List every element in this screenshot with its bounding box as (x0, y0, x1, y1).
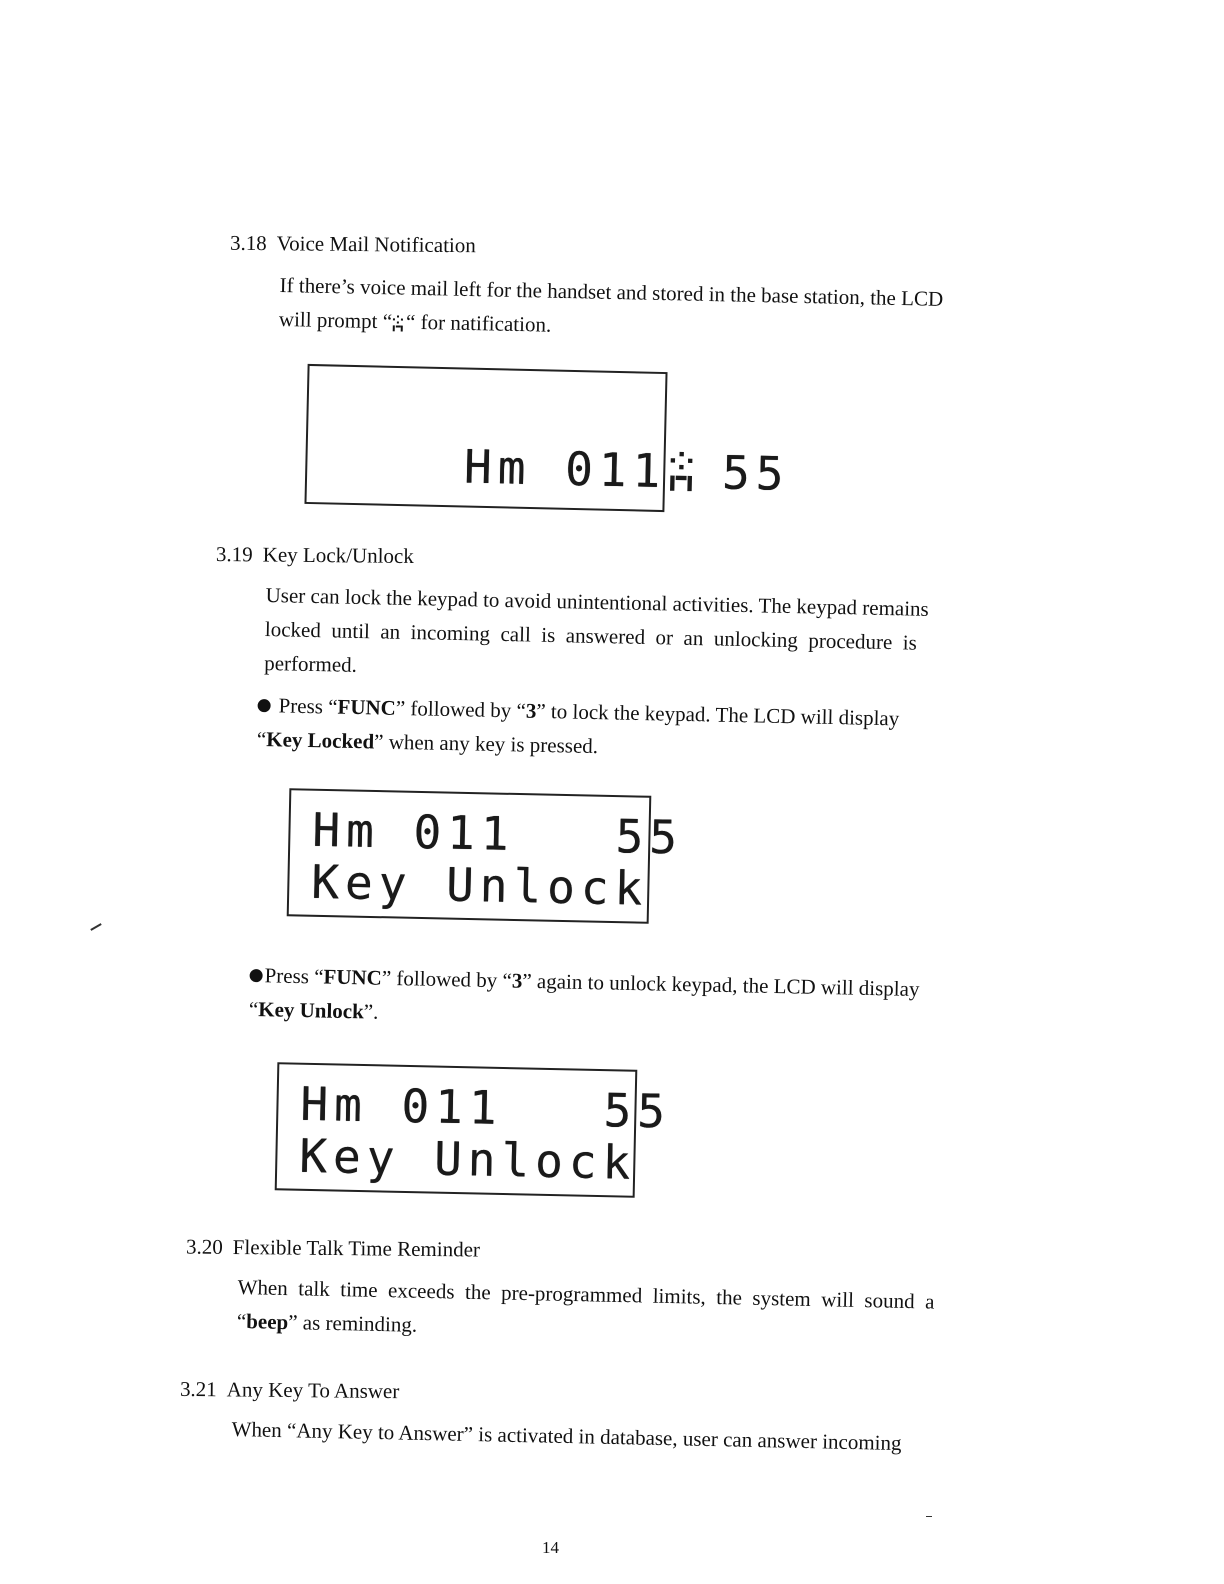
section-heading: Key Lock/Unlock (262, 542, 414, 569)
section-heading: Flexible Talk Time Reminder (232, 1234, 481, 1262)
scan-mark (90, 923, 101, 931)
lcd-display-key-unlock (275, 1062, 672, 1198)
paragraph-line: “beep” as reminding. (236, 1308, 418, 1337)
section-heading: Any Key To Answer (226, 1377, 400, 1404)
bullet-unlock-instruction (249, 958, 1020, 1042)
paragraph-line: When talk time exceeds the pre-programmed limits, the system will sound a (237, 1274, 935, 1314)
section-number: 3.19 (215, 541, 253, 567)
lcd-line-2: Key Unlock (310, 854, 649, 916)
section-heading: Voice Mail Notification (276, 231, 476, 258)
scan-mark (926, 1516, 932, 1517)
page-number: 14 (542, 1538, 559, 1557)
section-3-21-paragraph (231, 1412, 1002, 1462)
paragraph-line: performed. (263, 650, 358, 677)
section-3-18-paragraph (279, 268, 1060, 352)
paragraph-line: User can lock the keypad to avoid unintentional activities. The keypad remains (265, 582, 929, 621)
paragraph-line: will prompt “ “ for natification. (278, 306, 552, 337)
section-3-20-paragraph (237, 1270, 1008, 1354)
paragraph-line: “Key Unlock”. (248, 996, 379, 1024)
lcd-display-voicemail (304, 364, 791, 512)
paragraph-line: Press “FUNC” followed by “3” again to unlock keypad, the LCD will display (249, 958, 1020, 1008)
section-number: 3.21 (179, 1376, 217, 1402)
bullet-icon (258, 699, 271, 712)
section-3-19-paragraph (264, 578, 1026, 696)
paragraph-line: When “Any Key to Answer” is activated in database, user can answer incoming (231, 1416, 902, 1456)
bullet-icon (250, 969, 263, 982)
voicemail-icon (392, 316, 406, 332)
paragraph-line: Press “FUNC” followed by “3” to lock the keypad. The LCD will display (257, 688, 1028, 738)
paragraph-line: If there’s voice mail left for the handset and stored in the base station, the LCD (279, 272, 944, 311)
section-title-3-20 (186, 1234, 480, 1262)
lcd-line-2: Key Unlock (298, 1128, 637, 1190)
lcd-line-1: Hm 011 55 (299, 1076, 672, 1139)
section-title-3-19 (216, 542, 414, 569)
section-number: 3.18 (229, 230, 267, 256)
voicemail-icon (668, 451, 695, 492)
bullet-lock-instruction (257, 688, 1028, 772)
section-title-3-18 (230, 231, 476, 259)
lcd-line-1: Hm 011 55 (463, 439, 791, 501)
lcd-line-1: Hm 011 55 (311, 802, 684, 865)
section-number: 3.20 (185, 1234, 223, 1259)
lcd-display-key-lock (287, 788, 684, 924)
section-title-3-21 (180, 1377, 400, 1404)
paragraph-line: locked until an incoming call is answered or an unlocking procedure is (264, 616, 918, 655)
paragraph-line: “Key Locked” when any key is pressed. (256, 726, 599, 759)
